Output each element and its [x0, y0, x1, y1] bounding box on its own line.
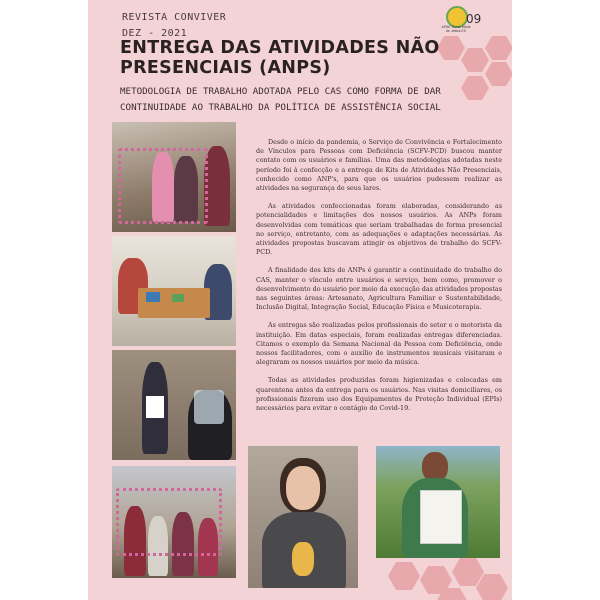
photo-group-frame	[112, 466, 236, 578]
photo-delivery-frame	[112, 122, 236, 232]
logo-caption: APAE Santa Maria de Jetibá-ES	[441, 25, 471, 33]
paragraph-1: Desde o início da pandemia, o Serviço de Convivência e Fortalecimento de Vínculos para Pessoas com Deficiência (SCFV-PCD) buscou manter contato com os usuários e famílias. Uma das metodologias adotadas neste período foi à confecção e a entrega de Kits de Atividades Não Presenciais, conhecido como ANP's, para que os usuários pudessem realizar as atividades na segurança de seus lares.	[256, 138, 502, 193]
article-subtitle: METODOLOGIA DE TRABALHO ADOTADA PELO CAS COMO FORMA DE DAR CONTINUIDADE AO TRABALHO DA POLÍTICA DE ASSISTÊNCIA SOCIAL	[120, 86, 441, 113]
hexagon-decoration-bottom	[384, 556, 512, 600]
article-body	[256, 138, 502, 422]
issue-date: DEZ - 2021	[122, 28, 188, 39]
article-title: ENTREGA DAS ATIVIDADES NÃO PRESENCIAIS (ANPS)	[120, 38, 440, 78]
paragraph-4: As entregas são realizadas pelos profissionais do setor e o motorista da instituição. Em datas especiais, foram realizadas entregas diferenciadas. Citamos o exemplo da Semana Nacional da Pessoa com Deficiência, onde nossos facilitadores, com o auxílio de instrumentos musicais visitaram e alegraram os nossos usuários por meio da música.	[256, 321, 502, 367]
paragraph-2: As atividades confeccionadas foram elaboradas, considerando as potencialidades e limitações dos nossos usuários. As ANPs foram desenvolvidas com temáticas que seriam trabalhadas de forma presencial no serviço, entretanto, com as adequações e adaptações necessárias. As atividades propostas buscavam atingir os objetivos de trabalho do SCFV-PCD.	[256, 202, 502, 257]
photo-woman-doll	[248, 446, 358, 588]
paragraph-5: Todas as atividades produzidas foram higienizadas e colocadas em quarentena antes da entrega para os usuários. Nas visitas domiciliares, os profissionais fizeram uso dos Equipamentos de Proteção Individual (EPIs) necessários para evitar o contágio do Covid-19.	[256, 376, 502, 413]
magazine-name: REVISTA CONVIVER	[122, 12, 227, 23]
paragraph-3: A finalidade dos kits de ANPs é garantir a continuidade do trabalho do CAS, manter o vínculo entre usuários e serviço, bem como, promover o desenvolvimento do usuário por meio da execução das atividades propostas nas seguintes áreas: Artesanato, Agricultura Familiar e Sustentabilidade, Inclusão Digital, Integração Social, Educação Física e Musicoterapia.	[256, 266, 502, 312]
magazine-page	[88, 0, 512, 600]
photo-face-shield	[112, 350, 236, 460]
page-number: 09	[466, 12, 482, 26]
photo-garden-delivery	[376, 446, 500, 558]
photo-activity-table	[112, 236, 236, 346]
